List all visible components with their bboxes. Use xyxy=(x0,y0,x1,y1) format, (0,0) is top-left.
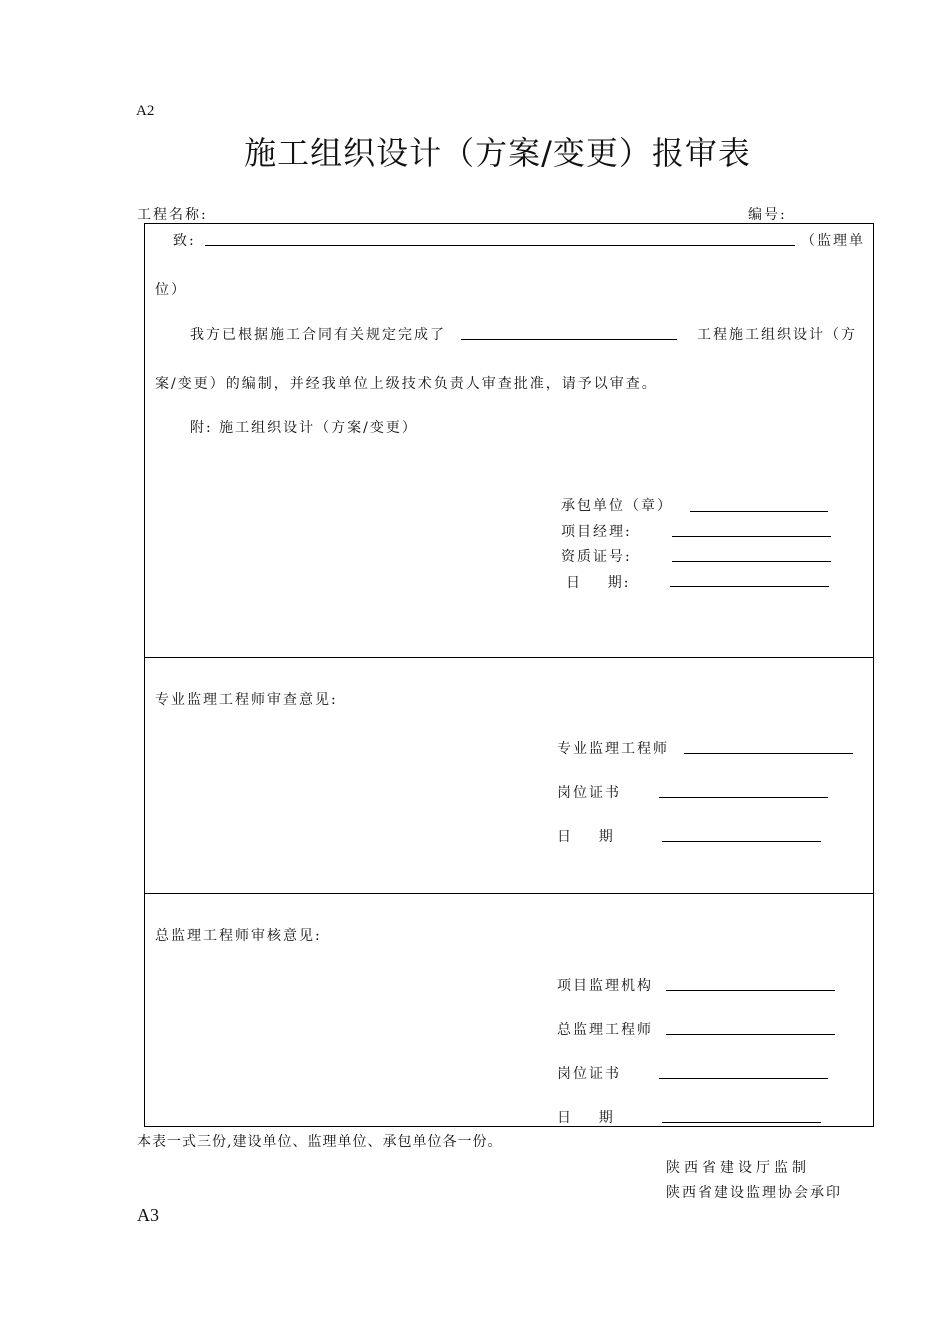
date-label-1: 日 期: xyxy=(566,575,631,591)
issuer-printed: 陕西省建设监理协会承印 xyxy=(666,1185,842,1201)
body-line-2: 案/变更）的编制，并经我单位上级技术负责人审查批准，请予以审查。 xyxy=(155,376,658,392)
qualification-field[interactable] xyxy=(672,561,831,562)
to-suffix: （监理单 xyxy=(801,233,865,249)
contractor-field[interactable] xyxy=(690,511,828,512)
specialist-cert-label: 岗位证书 xyxy=(557,785,621,801)
date-label-3: 日 期 xyxy=(557,1110,615,1126)
number-label: 编号: xyxy=(748,207,787,223)
plan-name-field[interactable] xyxy=(461,339,677,340)
chief-heading: 总监理工程师审核意见: xyxy=(155,928,322,944)
supervision-org-label: 项目监理机构 xyxy=(557,978,653,994)
body-prefix: 我方已根据施工合同有关规定完成了 xyxy=(190,327,446,343)
copies-note: 本表一式三份,建设单位、监理单位、承包单位各一份。 xyxy=(137,1134,503,1150)
specialist-heading: 专业监理工程师审查意见: xyxy=(155,692,338,708)
contractor-label: 承包单位（章） xyxy=(561,498,673,514)
project-name-label: 工程名称: xyxy=(137,207,208,223)
date-field-1[interactable] xyxy=(670,586,829,587)
manager-field[interactable] xyxy=(672,536,831,537)
chief-engineer-field[interactable] xyxy=(666,1034,835,1035)
specialist-engineer-label: 专业监理工程师 xyxy=(557,741,669,757)
body-suffix: 工程施工组织设计（方 xyxy=(697,327,857,343)
to-label: 致: xyxy=(173,233,196,249)
qualification-label: 资质证号: xyxy=(561,549,632,565)
attachment-text: 附: 施工组织设计（方案/变更） xyxy=(190,420,418,436)
chief-engineer-label: 总监理工程师 xyxy=(557,1022,653,1038)
issuer-supervised: 陕西省建设厅监制 xyxy=(666,1160,810,1176)
section-divider-2 xyxy=(144,893,874,894)
next-form-code: A3 xyxy=(137,1205,159,1225)
specialist-cert-field[interactable] xyxy=(659,797,828,798)
specialist-engineer-field[interactable] xyxy=(684,753,853,754)
date-field-2[interactable] xyxy=(662,841,821,842)
recipient-field[interactable] xyxy=(205,245,795,246)
manager-label: 项目经理: xyxy=(561,524,632,540)
chief-cert-label: 岗位证书 xyxy=(557,1066,621,1082)
to-suffix-continued: 位） xyxy=(155,282,187,298)
date-label-2: 日 期 xyxy=(557,829,615,845)
supervision-org-field[interactable] xyxy=(666,990,835,991)
form-code: A2 xyxy=(136,103,155,119)
form-table xyxy=(144,223,874,1127)
date-field-3[interactable] xyxy=(662,1122,821,1123)
page-title: 施工组织设计（方案/变更）报审表 xyxy=(244,134,751,172)
section-divider-1 xyxy=(144,657,874,658)
chief-cert-field[interactable] xyxy=(659,1078,828,1079)
